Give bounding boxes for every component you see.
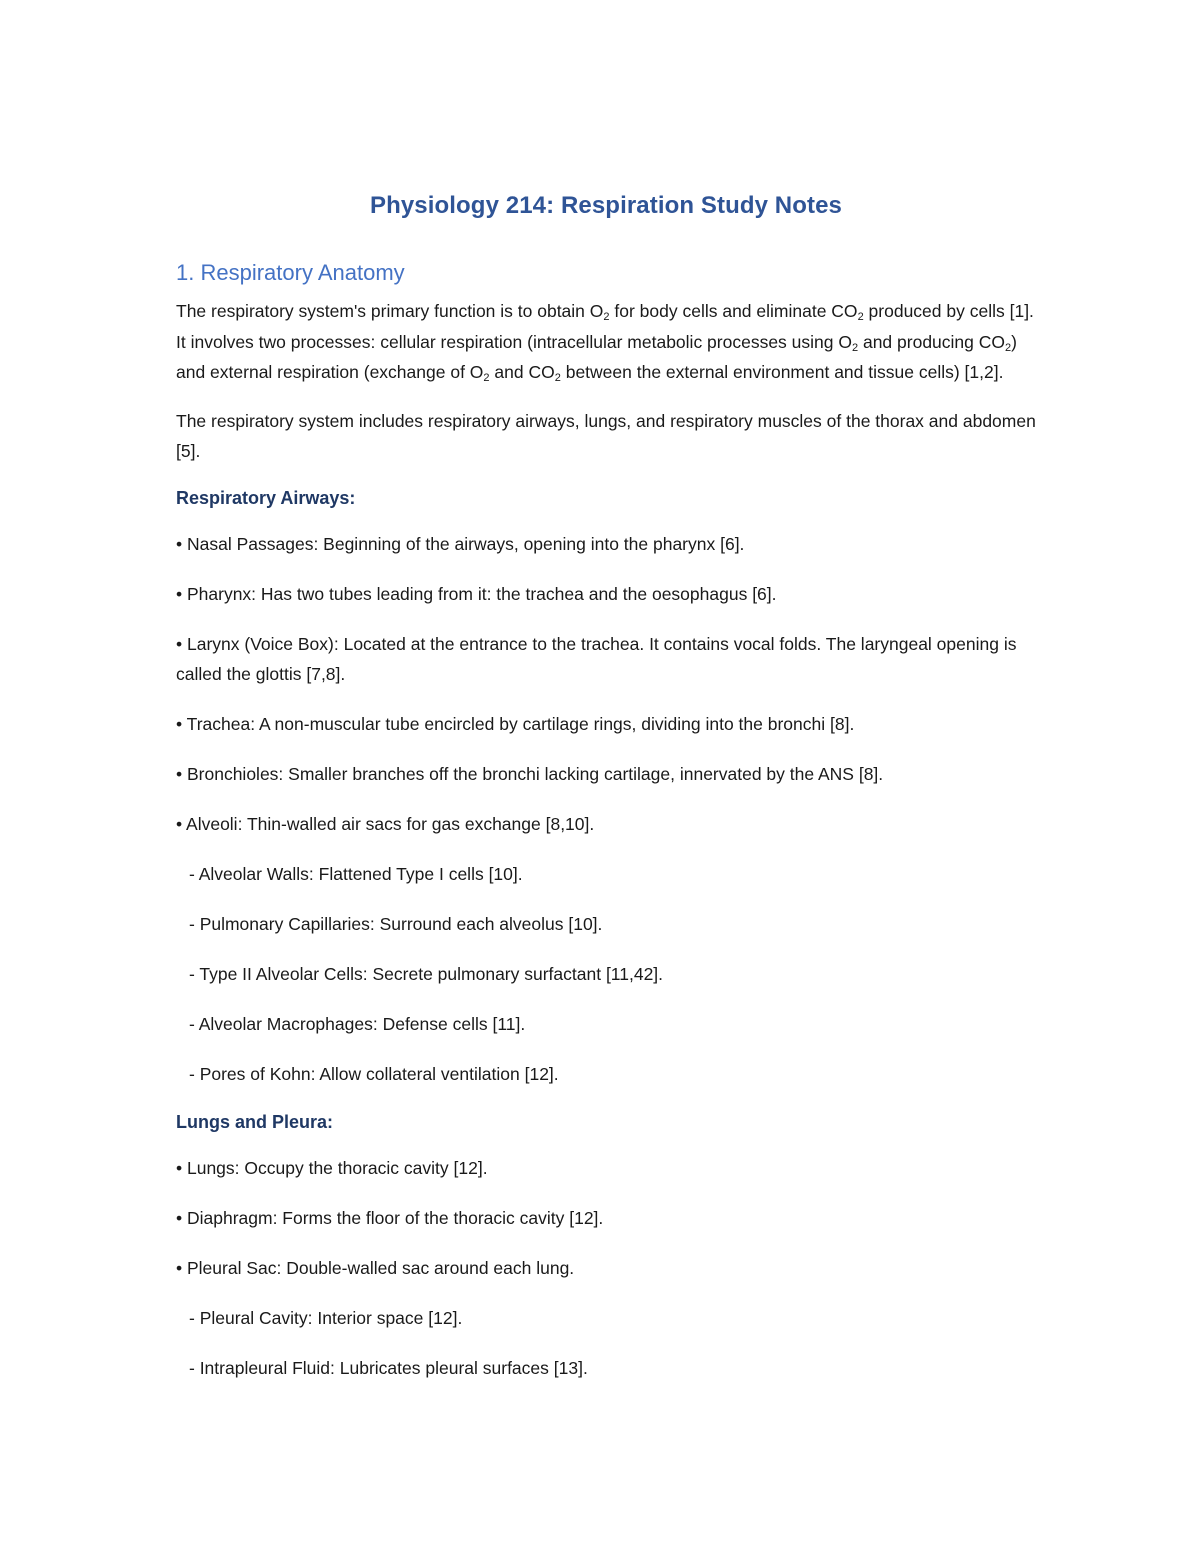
sub-item-alveolar-walls: - Alveolar Walls: Flattened Type I cells [10]. xyxy=(189,864,523,884)
list-item-larynx: • Larynx (Voice Box): Located at the entrance to the trachea. It contains vocal folds. The laryngeal opening is called the glottis [7,8]. xyxy=(176,633,1017,684)
intro-text-7: between the external environment and tissue cells) [1,2]. xyxy=(560,362,1004,382)
intro-text-6: and CO xyxy=(489,362,555,382)
list-item-diaphragm: • Diaphragm: Forms the floor of the thoracic cavity [12]. xyxy=(176,1208,604,1228)
list-item-bronchioles: • Bronchioles: Smaller branches off the bronchi lacking cartilage, innervated by the ANS [8]. xyxy=(176,764,884,784)
intro-text-5: ) and external respiration (exchange of O xyxy=(176,331,1017,382)
system-components-paragraph: The respiratory system includes respiratory airways, lungs, and respiratory muscles of the thorax and abdomen [5]. xyxy=(176,410,1036,461)
subscript-2: 2 xyxy=(603,311,610,323)
list-item-trachea: • Trachea: A non-muscular tube encircled by cartilage rings, dividing into the bronchi [8]. xyxy=(176,714,855,734)
airways-list xyxy=(176,529,1036,1090)
sub-item-intrapleural-fluid: - Intrapleural Fluid: Lubricates pleural surfaces [13]. xyxy=(189,1358,588,1378)
subheading-lungs-and-pleura: Lungs and Pleura: xyxy=(176,1112,334,1132)
list-item-lungs: • Lungs: Occupy the thoracic cavity [12]. xyxy=(176,1158,488,1178)
section-heading-respiratory-anatomy: 1. Respiratory Anatomy xyxy=(176,260,405,285)
list-item-nasal-passages: • Nasal Passages: Beginning of the airways, opening into the pharynx [6]. xyxy=(176,533,745,554)
subscript-2: 2 xyxy=(1005,341,1012,354)
subscript-2: 2 xyxy=(483,372,490,384)
subscript-2: 2 xyxy=(554,372,561,384)
subheading-respiratory-airways: Respiratory Airways: xyxy=(176,487,356,508)
sub-item-pulmonary-capillaries: - Pulmonary Capillaries: Surround each alveolus [10]. xyxy=(189,914,603,934)
list-item-pharynx: • Pharynx: Has two tubes leading from it: the trachea and the oesophagus [6]. xyxy=(176,583,777,604)
sub-item-alveolar-macrophages: - Alveolar Macrophages: Defense cells [11]. xyxy=(189,1014,526,1034)
lungs-list xyxy=(176,1153,1036,1384)
sub-item-type-ii-cells: - Type II Alveolar Cells: Secrete pulmonary surfactant [11,42]. xyxy=(189,964,664,984)
intro-text-2: for body cells and eliminate CO xyxy=(609,301,858,321)
intro-text-3: produced by cells [1]. It involves two processes: cellular respiration (intracellular metabolic processes using O xyxy=(176,301,1034,352)
sub-item-pores-of-kohn: - Pores of Kohn: Allow collateral ventilation [12]. xyxy=(189,1064,559,1084)
document-page xyxy=(176,188,1036,1403)
sub-item-pleural-cavity: - Pleural Cavity: Interior space [12]. xyxy=(189,1308,463,1328)
intro-text-4: and producing CO xyxy=(858,331,1006,352)
list-item-alveoli: • Alveoli: Thin-walled air sacs for gas exchange [8,10]. xyxy=(176,814,595,834)
subscript-2: 2 xyxy=(857,311,864,323)
intro-paragraph xyxy=(176,296,1036,388)
list-item-pleural-sac: • Pleural Sac: Double-walled sac around each lung. xyxy=(176,1258,575,1278)
subscript-2: 2 xyxy=(851,341,859,354)
document-title: Physiology 214: Respiration Study Notes xyxy=(369,192,842,219)
intro-text-1: The respiratory system's primary function is to obtain O xyxy=(176,301,604,321)
